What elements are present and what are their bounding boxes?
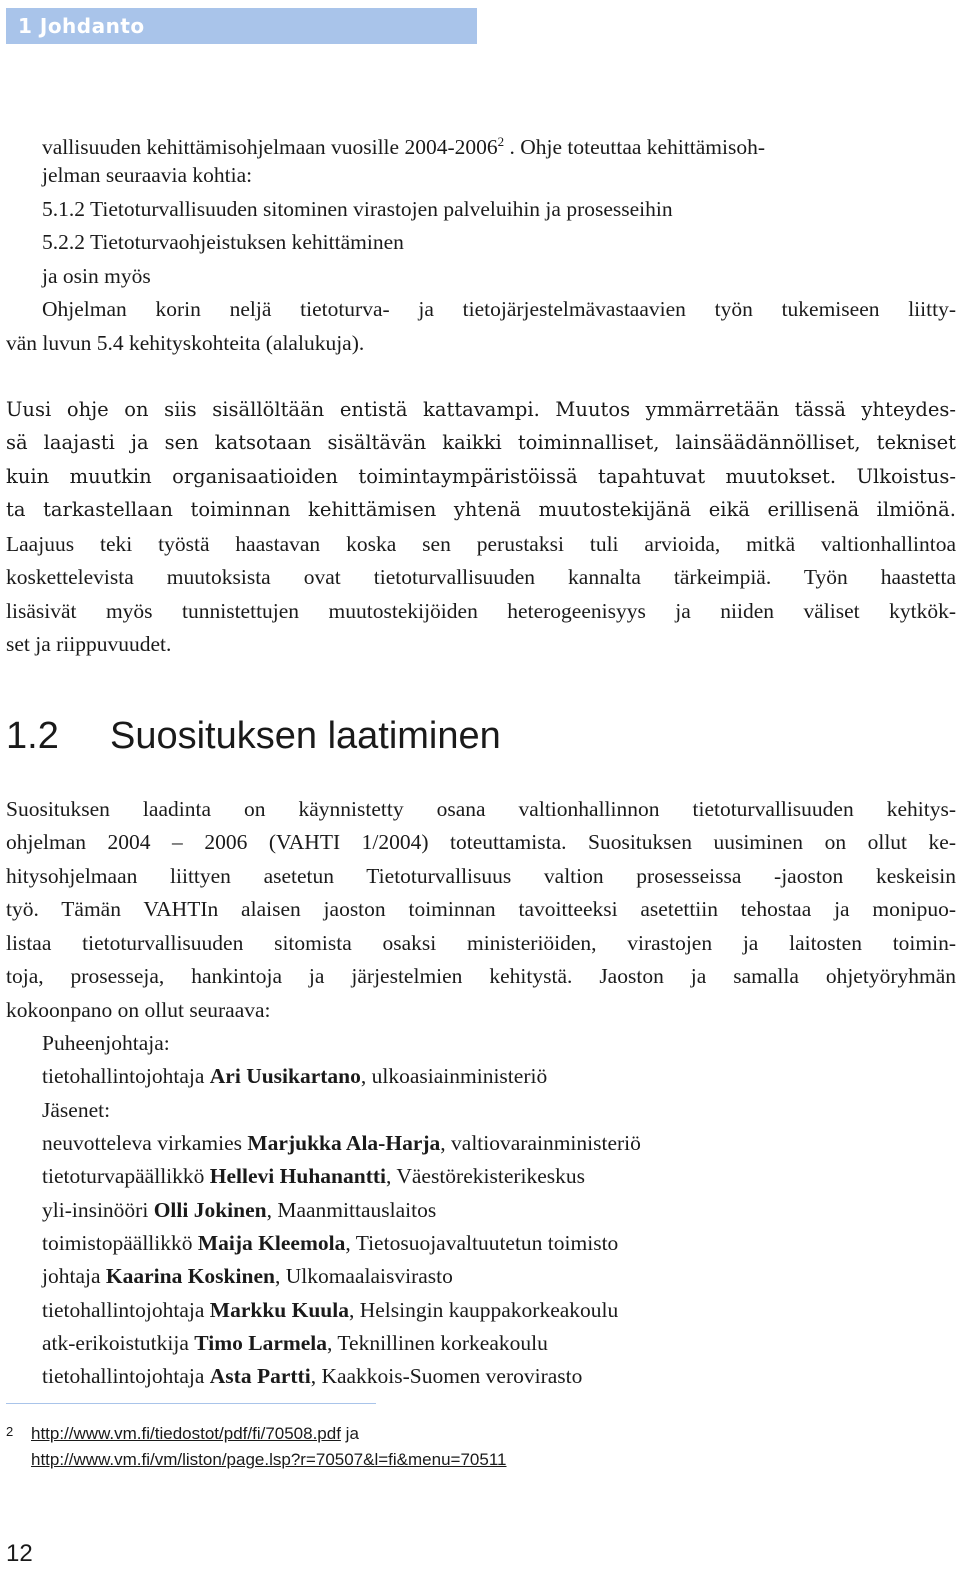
footnote-divider [6, 1403, 376, 1404]
footnote-link-2[interactable]: http://www.vm.fi/vm/liston/page.lsp?r=70507&l=fi&menu=70511 [31, 1450, 507, 1469]
member-org: , Tietosuojavaltuutetun toimisto [345, 1231, 619, 1255]
member-entry [42, 1162, 585, 1190]
member-name: Asta Partti [209, 1364, 311, 1388]
section-title: Suosituksen laatiminen [110, 715, 501, 757]
member-name: Olli Jokinen [153, 1198, 267, 1222]
member-entry [42, 1329, 548, 1357]
member-org: , Ulkomaalaisvirasto [274, 1264, 453, 1288]
section-heading [6, 712, 501, 760]
intro-item-3: ja osin myös [42, 264, 151, 288]
footnote-suffix: ja [340, 1424, 359, 1443]
para2-line: hitysohjelmaan liittyen asetetun Tietoturvallisuus valtion prosesseissa -jaoston keskeisin [6, 864, 956, 888]
intro-line-1-rest: . Ohje toteuttaa kehittämisoh- [504, 135, 766, 159]
member-role: atk-erikoistutkija [42, 1331, 195, 1355]
page-number: 12 [6, 1540, 33, 1567]
chair-heading: Puheenjohtaja: [42, 1031, 170, 1055]
para2-line: ohjelman 2004 – 2006 (VAHTI 1/2004) toteuttamista. Suosituksen uusiminen on ollut ke- [6, 830, 956, 854]
footnote-link-1[interactable]: http://www.vm.fi/tiedostot/pdf/fi/70508.pdf [31, 1424, 341, 1443]
section-number: 1.2 [6, 715, 59, 757]
member-role: yli-insinööri [42, 1198, 154, 1222]
member-entry [42, 1196, 436, 1224]
member-name: Hellevi Huhanantti [209, 1164, 386, 1188]
members-heading: Jäsenet: [42, 1098, 111, 1122]
para1-line: Uusi ohje on siis sisällöltään entistä kattavampi. Muutos ymmärretään tässä yhteydes- [6, 398, 956, 421]
chapter-label: 1 Johdanto [18, 14, 145, 38]
intro-item-5: vän luvun 5.4 kehityskohteita (alalukuja). [6, 331, 365, 355]
member-name: Markku Kuula [209, 1298, 349, 1322]
member-org: , Teknillinen korkeakoulu [327, 1331, 548, 1355]
para1-line: kuin muutkin organisaatioiden toimintaympäristöissä tapahtuvat muutokset. Ulkoistus- [6, 465, 956, 488]
para1-line: set ja riippuvuudet. [6, 632, 172, 656]
para1-line: lisäsivät myös tunnistettujen muutostekijöiden heterogeenisyys ja niiden väliset kytkök- [6, 599, 956, 623]
intro-item-4: Ohjelman korin neljä tietoturva- ja tietojärjestelmävastaavien työn tukemiseen liitty- [42, 297, 956, 321]
footnote-line-1 [31, 1423, 359, 1445]
para2-line: Suosituksen laadinta on käynnistetty osana valtionhallinnon tietoturvallisuuden kehitys- [6, 797, 956, 821]
intro-item-2: 5.2.2 Tietoturvaohjeistuksen kehittäminen [42, 230, 404, 254]
member-role: johtaja [42, 1264, 106, 1288]
member-role: tietohallintojohtaja [42, 1298, 210, 1322]
member-org: , Helsingin kauppakorkeakoulu [348, 1298, 619, 1322]
member-role: tietoturvapäällikkö [42, 1164, 210, 1188]
member-role: tietohallintojohtaja [42, 1364, 210, 1388]
member-name: Kaarina Koskinen [105, 1264, 275, 1288]
member-entry [42, 1229, 618, 1257]
intro-line-1-text: vallisuuden kehittämisohjelmaan vuosille 2004-2006 [42, 135, 498, 159]
para1-line: Laajuus teki työstä haastavan koska sen perustaksi tuli arvioida, mitkä valtionhallintoa [6, 532, 956, 556]
member-entry [42, 1362, 582, 1390]
intro-item-1: 5.1.2 Tietoturvallisuuden sitominen virastojen palveluihin ja prosesseihin [42, 197, 673, 221]
member-org: , valtiovarainministeriö [440, 1131, 641, 1155]
member-name: Ari Uusikartano [209, 1064, 361, 1088]
footnote-ref[interactable]: 2 [497, 134, 505, 149]
para2-line: toja, prosesseja, hankintoja ja järjestelmien kehitystä. Jaoston ja samalla ohjetyöryhmän [6, 964, 956, 988]
footnote-line-2 [31, 1449, 506, 1471]
member-entry [42, 1129, 641, 1157]
para2-line: kokoonpano on ollut seuraava: [6, 998, 271, 1022]
member-entry [42, 1296, 618, 1324]
member-role: tietohallintojohtaja [42, 1064, 210, 1088]
footnote-mark: 2 [6, 1424, 14, 1439]
member-org: , Maanmittauslaitos [266, 1198, 437, 1222]
member-entry [42, 1262, 453, 1290]
intro-line-1 [42, 128, 765, 161]
para1-line: sä laajasti ja sen katsotaan sisältävän kaikki toiminnalliset, lainsäädännölliset, tekniset [6, 431, 956, 454]
para1-line: ta tarkastellaan toiminnan kehittämisen yhtenä muutostekijänä eikä erillisenä ilmiönä. [6, 498, 956, 521]
para2-line: työ. Tämän VAHTIn alaisen jaoston toiminnan tavoitteeksi asetettiin tehostaa ja monipuo- [6, 897, 956, 921]
member-org: , ulkoasiainministeriö [360, 1064, 548, 1088]
member-role: toimistopäällikkö [42, 1231, 198, 1255]
chair-entry [42, 1062, 547, 1090]
member-name: Timo Larmela [194, 1331, 328, 1355]
chapter-header-bar [6, 8, 477, 44]
member-name: Marjukka Ala-Harja [247, 1131, 441, 1155]
member-org: , Kaakkois-Suomen verovirasto [310, 1364, 583, 1388]
member-role: neuvotteleva virkamies [42, 1131, 248, 1155]
intro-line-2: jelman seuraavia kohtia: [42, 163, 253, 187]
para1-line: koskettelevista muutoksista ovat tietoturvallisuuden kannalta tärkeimpiä. Työn haastetta [6, 565, 956, 589]
para2-line: listaa tietoturvallisuuden sitomista osaksi ministeriöiden, virastojen ja laitosten toimin- [6, 931, 956, 955]
member-name: Maija Kleemola [197, 1231, 346, 1255]
member-org: , Väestörekisterikeskus [385, 1164, 586, 1188]
